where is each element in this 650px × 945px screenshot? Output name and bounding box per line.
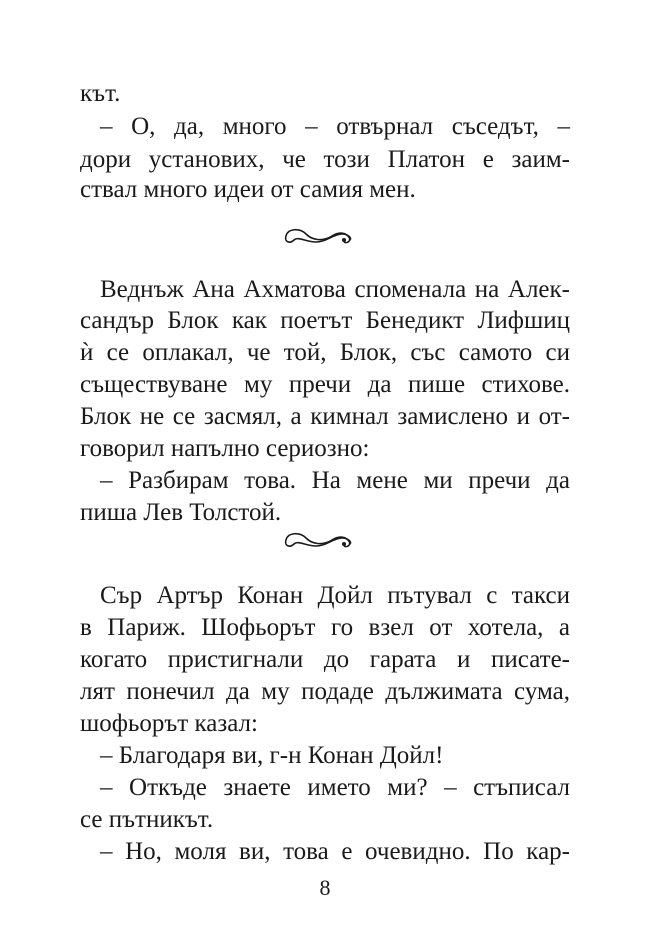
text-line: се пътникът.	[80, 806, 214, 833]
ornament-flourish-icon	[278, 224, 358, 248]
text-line: говорил напълно сериозно:	[80, 435, 370, 462]
text-line: Сър Артър Конан Дойл пътувал с такси	[100, 582, 570, 609]
text-line: Блок не се засмял, а кимнал замислено и от-	[80, 403, 570, 430]
text-line: кът.	[80, 80, 121, 107]
text-line: Веднъж Ана Ахматова споменала на Алек-	[100, 276, 570, 303]
text-line: сандър Блок как поетът Бенедикт Лифшиц	[80, 307, 570, 334]
text-line: ствал много идеи от самия мен.	[80, 176, 416, 203]
page-number: 8	[319, 875, 331, 900]
text-line: шофьорът казал:	[80, 710, 258, 737]
text-line: – Откъде знаете името ми? – стъписал	[100, 774, 570, 801]
text-line: пиша Лев Толстой.	[80, 499, 282, 526]
text-line: лят понечил да му подаде дължимата сума,	[80, 678, 570, 705]
text-line: в Париж. Шофьорът го взел от хотела, а	[80, 614, 570, 641]
text-line: – Разбирам това. На мене ми пречи да	[100, 467, 570, 494]
text-line: – Благодаря ви, г-н Конан Дойл!	[100, 742, 444, 769]
ornament-flourish-icon	[278, 528, 358, 552]
text-line: дори установих, че този Платон е заим-	[80, 146, 570, 173]
text-line: когато пристигнали до гарата и писате-	[80, 646, 570, 673]
text-line: съществуване му пречи да пише стихове.	[80, 371, 570, 398]
text-line: – Но, моля ви, това е очевидно. По кар-	[100, 838, 570, 865]
text-line: ѝ се оплакал, че той, Блок, със самото си	[80, 339, 570, 366]
text-line: – О, да, много – отвърнал съседът, –	[100, 113, 570, 140]
